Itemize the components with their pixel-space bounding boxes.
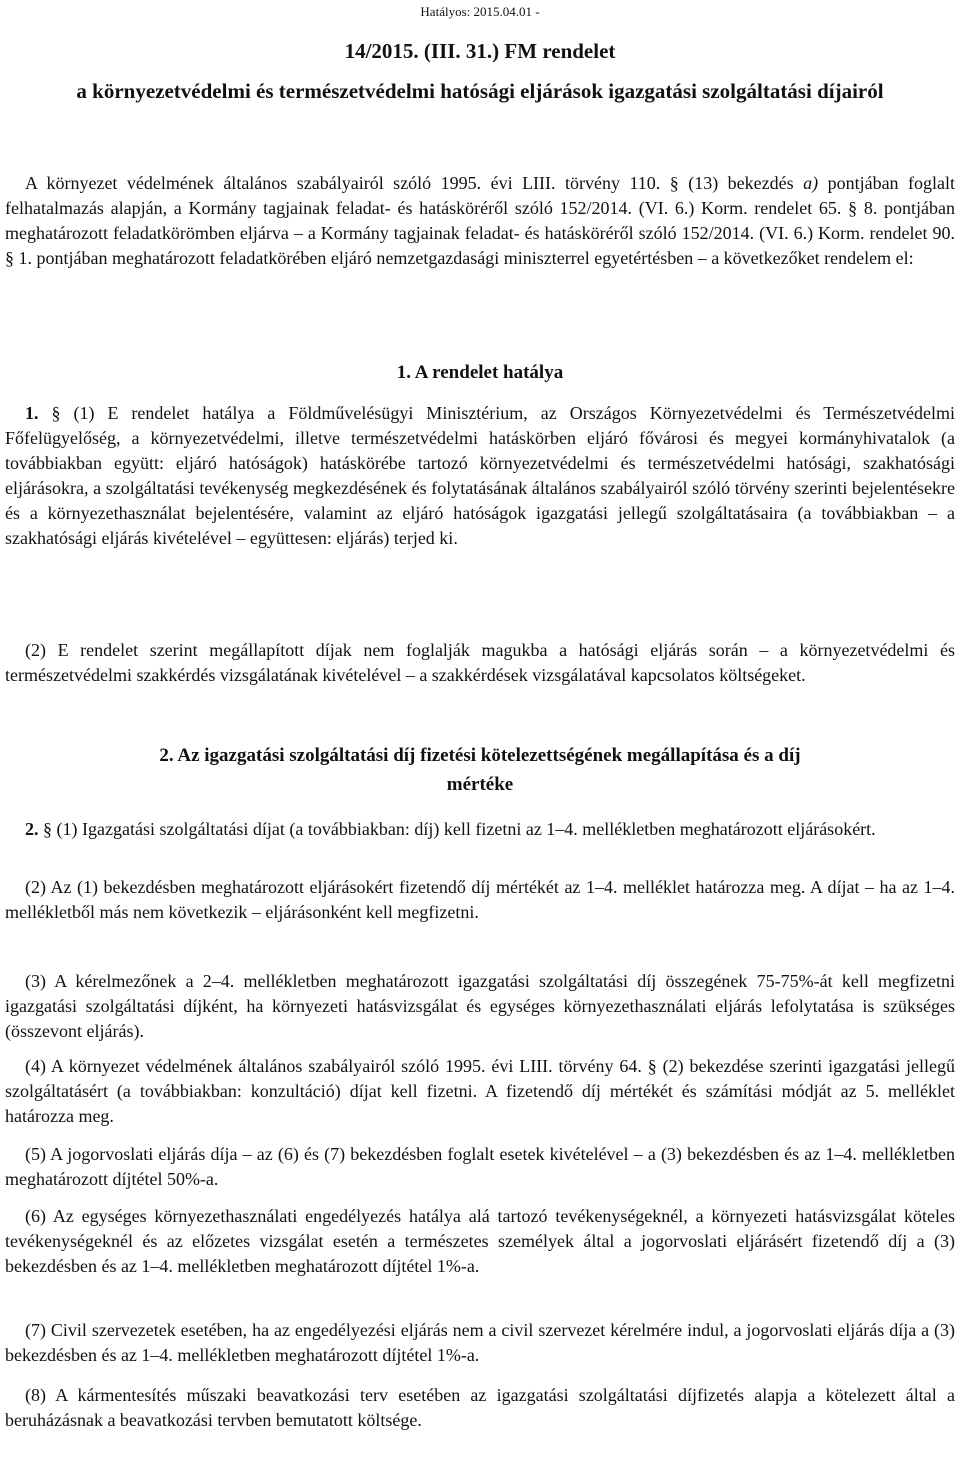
section-1-paragraph-2: (2) E rendelet szerint megállapított díjak nem foglalják magukba a hatósági eljárás során – a környezetvédelmi és természetvédelmi szakkérdés vizsgálatának kivételével – a szakkérdések vizsgálatával kapcsolatos költségeket. [5,640,955,685]
section-heading-1: 1. A rendelet hatálya [396,362,564,383]
section-2-paragraph-7: (7) Civil szervezetek esetében, ha az engedélyezési eljárás nem a civil szervezet kérelmére indul, a jogorvoslati eljárás díja a (3) bekezdésben és az 1–4. mellékletben meghatározott díjtétel 1%-a. [5,1320,955,1365]
section-2-paragraph-5: (5) A jogorvoslati eljárás díja – az (6) és (7) bekezdésben foglalt esetek kivételével – a (3) bekezdésben és az 1–4. mellékletben meghatározott díjtétel 50%-a. [5,1144,955,1189]
section-2-paragraph-4: (4) A környezet védelmének általános szabályairól szóló 1995. évi LIII. törvény 64. § (2) bekezdése szerinti igazgatási jellegű szolgáltatásért (a továbbiakban: konzultáció) díjat kell fizetni. A fizetendő díj mértékét és számítási módját az 5. melléklet határozza meg. [5,1056,955,1126]
section-2-paragraph-2: (2) Az (1) bekezdésben meghatározott eljárásokért fizetendő díj mértékét az 1–4. melléklet határozza meg. A díjat – ha az 1–4. mellékletből más nem következik – eljárásonként kell megfizetni. [5,877,955,922]
preamble-text-1: A környezet védelmének általános szabályairól szóló 1995. évi LIII. törvény 110. § (13) bekezdés [25,173,804,193]
decree-title: 14/2015. (III. 31.) FM rendelet [344,39,616,63]
preamble-text-2: pontjában foglalt felhatalmazás alapján, a Kormány tagjainak feladat- és hatásköréről szóló 152/2014. (VI. 6.) Korm. rendelet 65. § 8. pontjában meghatározott feladatkörömben eljárva – a Kormány tagjainak feladat- és hatásköréről szóló 152/2014. (VI. 6.) Korm. rendelet 90. § 1. pontjában meghatározott feladatkörében eljáró nemzetgazdasági miniszterrel egyetértésben – a következőket rendelem el: [5,173,956,268]
preamble-paragraph [5,171,955,271]
section-2-paragraph-1 [5,817,955,842]
section-1-paragraph-1 [5,401,955,551]
decree-subtitle: a környezetvédelmi és természetvédelmi hatósági eljárások igazgatási szolgáltatási díjairól [76,79,884,103]
section-2-paragraph-6: (6) Az egységes környezethasználati engedélyezés hatálya alá tartozó tevékenységeknél, a környezeti hatásvizsgálat köteles tevékenységeknél és az előzetes vizsgálat esetén a természetes személyek által a jogorvoslati eljárásért fizetendő díj a (3) bekezdésben és az 1–4. mellékletben meghatározott díjtétel 1%-a. [5,1206,955,1276]
paragraph-text: § (1) E rendelet hatálya a Földművelésügyi Minisztérium, az Országos Környezetvédelmi és Természetvédelmi Főfelügyelőség, a környezetvédelmi, illetve természetvédelmi hatáskörben eljáró fővárosi és megyei kormányhivatalok (a továbbiakban együtt: eljáró hatóságok) hatáskörébe tartozó környezetvédelmi és természetvédelmi hatósági, szakhatósági eljárásokra, a szolgáltatási tevékenység megkezdésének és folytatásának általános szabályairól szóló törvény szerinti bejelentésekre és a környezethasználat bejelentésére, valamint az eljáró hatóságok igazgatási jellegű szolgáltatásaira (a továbbiakban – a szakhatósági eljárás kivételével – együttesen: eljárás) terjed ki. [5,403,955,548]
preamble-italic-point: a) [803,173,819,193]
paragraph-text: § (1) Igazgatási szolgáltatási díjat (a továbbiakban: díj) kell fizetni az 1–4. mellékletben meghatározott eljárásokért. [38,819,876,839]
section-2-paragraph-3: (3) A kérelmezőnek a 2–4. mellékletben meghatározott igazgatási szolgáltatási díj összegének 75-75%-át kell megfizetni igazgatási szolgáltatási díjként, ha környezeti hatásvizsgálat és egységes környezethasználati eljárás lefolytatása is szükséges (összevont eljárás). [5,971,955,1041]
effective-date-note: Hatályos: 2015.04.01 - [420,4,540,19]
section-2-paragraph-8: (8) A kármentesítés műszaki beavatkozási terv esetében az igazgatási szolgáltatási díjfizetés alapja a kötelezett által a beruházásnak a beavatkozási tervben bemutatott költsége. [5,1385,955,1430]
section-heading-2-continued: mértéke [446,774,514,795]
section-heading-2: 2. Az igazgatási szolgáltatási díj fizetési kötelezettségének megállapítása és a díj [159,745,801,766]
paragraph-number: 1. [25,403,39,423]
paragraph-number: 2. [25,819,39,839]
